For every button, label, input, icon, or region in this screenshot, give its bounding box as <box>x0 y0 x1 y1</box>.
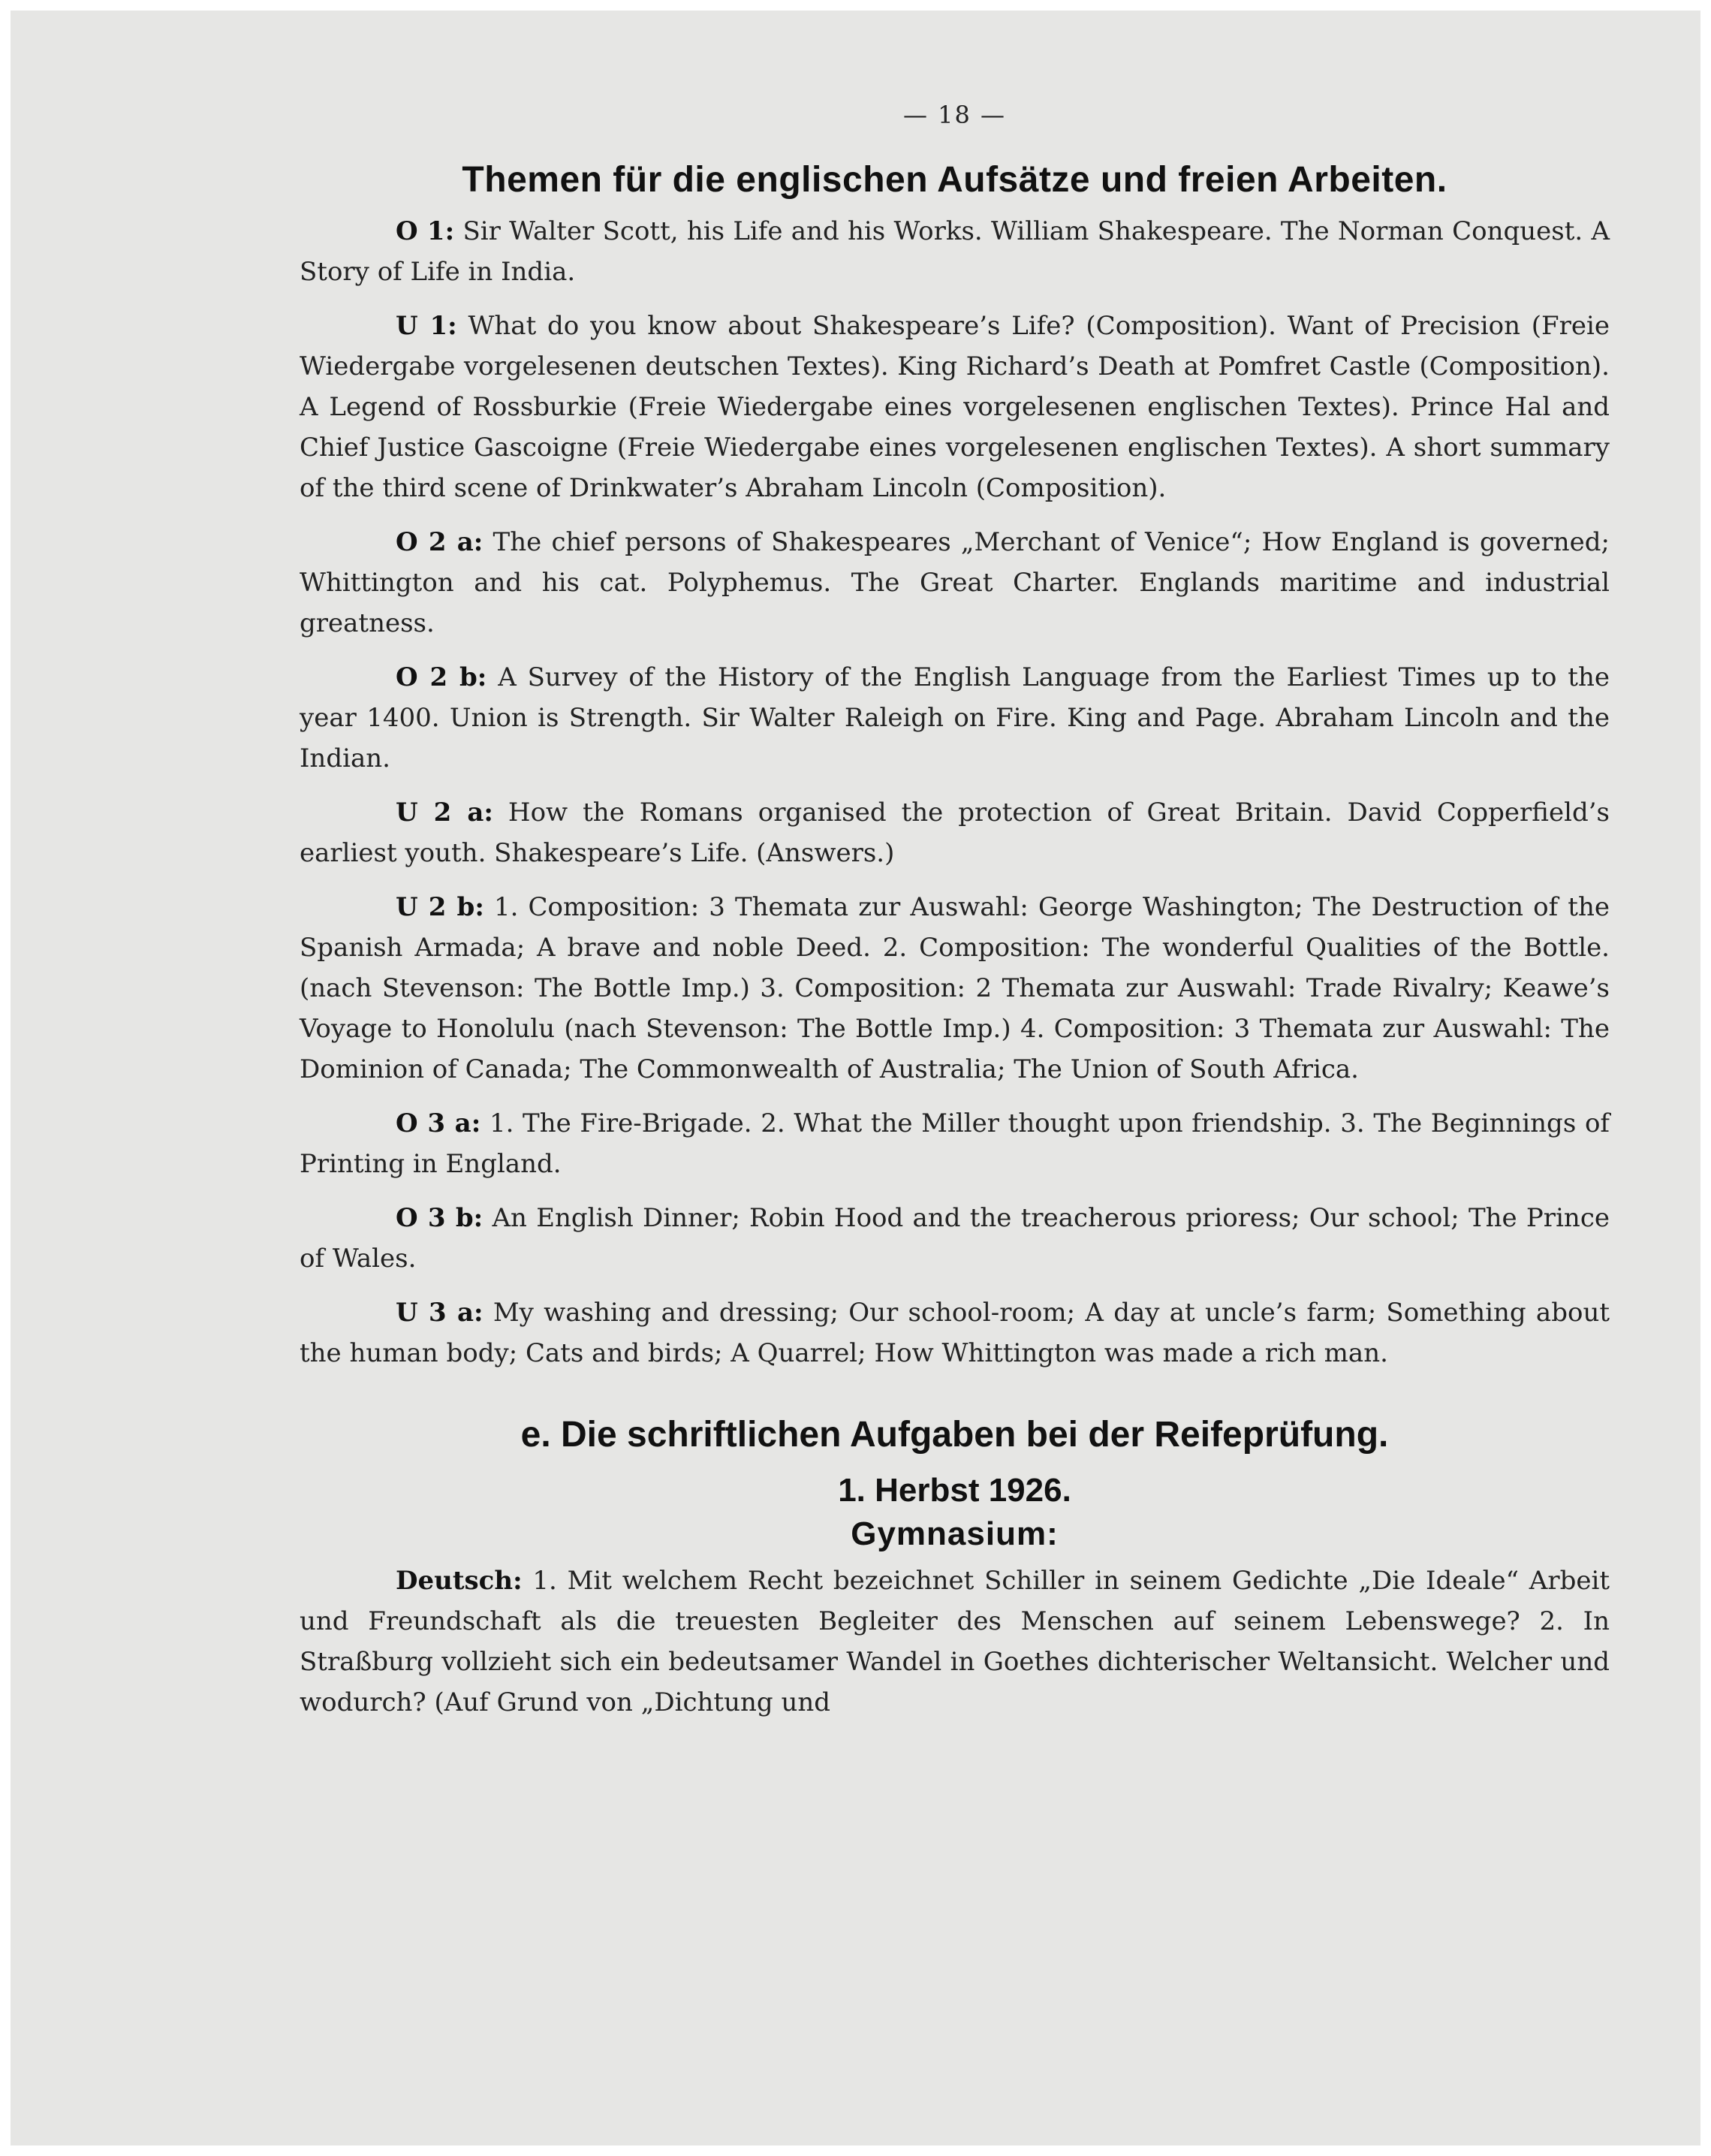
entry-text: My washing and dressing; Our school-room; A day at uncle’s farm; Something about the human body; Cats and birds; A Quarrel; How Whittington was made a rich man. <box>300 1298 1610 1368</box>
entry-label: O 2 b: <box>396 662 487 692</box>
entry-text: Sir Walter Scott, his Life and his Works. William Shakespeare. The Norman Conquest. A Story of Life in India. <box>300 216 1610 287</box>
entry-text: A Survey of the History of the English Language from the Earliest Times up to the year 1400. Union is Strength. Sir Walter Raleigh on Fire. King and Page. Abraham Lincoln and the Indian. <box>300 662 1610 773</box>
entry-u3a <box>300 1292 1610 1374</box>
subheading-gymnasium: Gymnasium: <box>851 1515 1059 1552</box>
entry-text: 1. The Fire-Brigade. 2. What the Miller thought upon friendship. 3. The Beginnings of Printing in England. <box>300 1108 1610 1179</box>
entry-label: O 2 a: <box>396 527 483 557</box>
entry-u2b <box>300 887 1610 1090</box>
scanned-page <box>11 11 1700 2145</box>
entry-u2a <box>300 792 1610 873</box>
entry-u1 <box>300 306 1610 508</box>
section-heading: Themen für die englischen Aufsätze und freien Arbeiten. <box>462 160 1447 200</box>
page-number: — 18 — <box>902 101 1007 129</box>
entry-text: What do you know about Shakespeare’s Life? (Composition). Want of Precision (Freie Wiedergabe vorgelesenen deutschen Textes). King Richard’s Death at Pomfret Castle (Composition). A Legend of Rossburkie (Freie Wiedergabe eines vorgelesenen englischen Textes). Prince Hal and Chief Justice Gascoigne (Freie Wiedergabe eines vorgelesenen englischen Textes). A short summary of the third scene of Drinkwater’s Abraham Lincoln (Composition). <box>300 311 1610 503</box>
subheading-herbst: 1. Herbst 1926. <box>838 1472 1071 1509</box>
entry-text: How the Romans organised the protection of Great Britain. David Copperfield’s earliest youth. Shakespeare’s Life. (Answers.) <box>300 798 1610 868</box>
entry-o3b <box>300 1198 1610 1279</box>
entry-text: 1. Composition: 3 Themata zur Auswahl: George Washington; The Destruction of the Spanish Armada; A brave and noble Deed. 2. Composition: The wonderful Qualities of the Bottle. (nach Stevenson: The Bottle Imp.) 3. Composition: 2 Themata zur Auswahl: Trade Rivalry; Keawe’s Voyage to Honolulu (nach Stevenson: The Bottle Imp.) 4. Composition: 3 Themata zur Auswahl: The Dominion of Canada; The Commonwealth of Australia; The Union of South Africa. <box>300 892 1610 1084</box>
entry-label: U 1: <box>396 311 457 341</box>
entry-text: The chief persons of Shakespeares „Merchant of Venice“; How England is governed; Whittington and his cat. Polyphemus. The Great Charter. Englands maritime and industrial greatness. <box>300 527 1610 638</box>
entry-label: O 1: <box>396 216 455 246</box>
section2-heading: e. Die schriftlichen Aufgaben bei der Reifeprüfung. <box>520 1415 1389 1455</box>
entry-o3a <box>300 1103 1610 1184</box>
text-block <box>300 101 1610 1736</box>
entry-label: U 2 b: <box>396 892 484 922</box>
entry-label: U 3 a: <box>396 1298 483 1328</box>
entry-label: O 3 a: <box>396 1108 481 1138</box>
entry-o1 <box>300 211 1610 292</box>
entry-label: O 3 b: <box>396 1203 483 1233</box>
entry-label: U 2 a: <box>396 798 493 828</box>
entry-label: Deutsch: <box>396 1566 523 1596</box>
entry-text: 1. Mit welchem Recht bezeichnet Schiller in seinem Gedichte „Die Ideale“ Arbeit und Freundschaft als die treuesten Begleiter des Menschen auf seinem Lebenswege? 2. In Straßburg vollzieht sich ein bedeutsamer Wandel in Goethes dichterischer Weltansicht. Welcher und wodurch? (Auf Grund von „Dichtung und <box>300 1566 1610 1717</box>
entry-o2b <box>300 657 1610 779</box>
entry-o2a <box>300 522 1610 644</box>
entry-text: An English Dinner; Robin Hood and the treacherous prioress; Our school; The Prince of Wales. <box>300 1203 1610 1274</box>
entry-deutsch <box>300 1560 1610 1723</box>
